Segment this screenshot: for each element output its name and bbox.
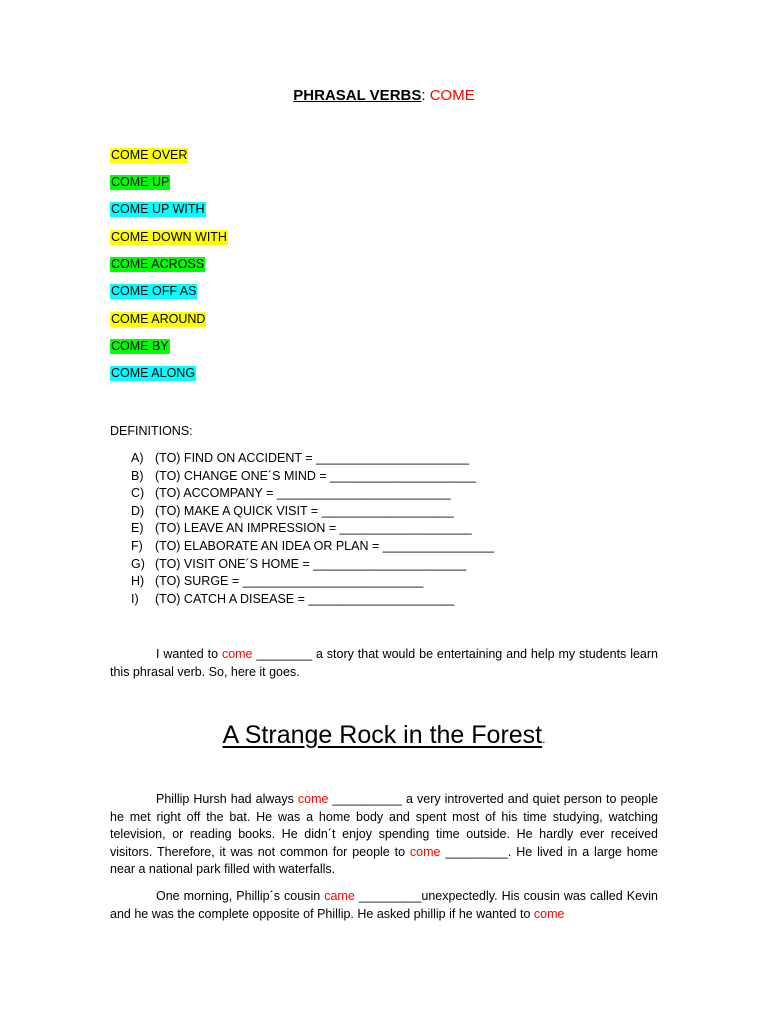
definition-item — [131, 573, 423, 589]
definition-item — [131, 503, 454, 519]
definition-text: (TO) ACCOMPANY = _________________________ — [155, 486, 451, 501]
definition-letter: I) — [131, 591, 139, 606]
verb-item: COME OVER — [111, 148, 188, 162]
intro-text: I wanted to — [156, 647, 222, 661]
definition-text: (TO) FIND ON ACCIDENT = ______________________ — [155, 451, 469, 465]
definition-letter: A) — [131, 451, 144, 465]
definition-item — [131, 468, 476, 484]
definitions-heading: DEFINITIONS: — [110, 424, 193, 438]
intro-keyword: come — [221, 647, 253, 661]
definition-item — [131, 450, 469, 466]
definition-item — [131, 556, 466, 572]
definition-text: (TO) VISIT ONE´S HOME = ______________________ — [155, 556, 467, 571]
intro-paragraph — [110, 646, 658, 681]
story-keyword: come — [297, 792, 329, 806]
definition-letter: B) — [131, 468, 144, 483]
verb-item: COME ACROSS — [111, 257, 205, 271]
definition-item — [131, 485, 451, 501]
verb-item: COME BY — [111, 339, 169, 353]
definition-letter: C) — [131, 486, 145, 501]
title-keyword: COME — [429, 87, 475, 104]
definition-letter: E) — [131, 521, 144, 536]
definition-text: (TO) SURGE = __________________________ — [155, 574, 424, 589]
definition-text: (TO) CATCH A DISEASE = _____________________ — [155, 591, 455, 606]
story-paragraph-1 — [110, 791, 658, 879]
definition-letter: F) — [131, 539, 143, 553]
verb-item: COME ALONG — [111, 366, 196, 380]
story-paragraph-2 — [110, 888, 658, 923]
story-text: Phillip Hursh had always — [156, 792, 298, 806]
story-text: _________unexpectedly. His cousin was called Kevin and he was the complete opposite of Phillip. He asked phillip if he wanted to — [110, 889, 658, 921]
definition-item — [131, 591, 454, 607]
title-main: PHRASAL VERBS — [293, 87, 422, 104]
story-text: One morning, Phillip´s cousin — [156, 889, 325, 903]
verb-item: COME AROUND — [111, 312, 206, 326]
definition-item — [131, 520, 472, 536]
definition-letter: H) — [131, 574, 145, 589]
intro-text: ________ a story that would be entertaining and help my students learn this phrasal verb. So, here it goes. — [110, 647, 658, 679]
definition-text: (TO) ELABORATE AN IDEA OR PLAN = ________________ — [155, 539, 494, 553]
story-title-dot: . — [542, 732, 546, 746]
story-text: _________. He lived in a large home near a national park filled with waterfalls. — [110, 844, 658, 876]
story-keyword: came — [324, 889, 355, 903]
page-title — [0, 86, 768, 106]
story-keyword: come — [409, 844, 441, 859]
story-keyword: come — [533, 906, 565, 921]
verb-item: COME UP WITH — [111, 202, 205, 216]
definition-text: (TO) CHANGE ONE´S MIND = _____________________ — [155, 468, 477, 483]
title-colon: : — [421, 87, 426, 104]
verb-item: COME DOWN WITH — [111, 230, 227, 244]
verb-item: COME OFF AS — [111, 284, 197, 298]
story-title-text: A Strange Rock in the Forest — [222, 721, 543, 749]
definition-letter: D) — [131, 503, 145, 518]
verb-item: COME UP — [111, 175, 170, 189]
definition-text: (TO) LEAVE AN IMPRESSION = ___________________ — [155, 521, 472, 536]
definition-letter: G) — [131, 556, 145, 571]
definition-item — [131, 538, 494, 554]
story-title — [0, 718, 768, 756]
definition-text: (TO) MAKE A QUICK VISIT = ___________________ — [155, 503, 454, 518]
story-text: __________ a very introverted and quiet person to people he met right off the bat. He was a home body and spent most of his time studying, watching television, or reading books. He didn´t enjoy spending time outside. He hardly ever received visitors. Therefore, it was not common for people to — [110, 792, 658, 859]
